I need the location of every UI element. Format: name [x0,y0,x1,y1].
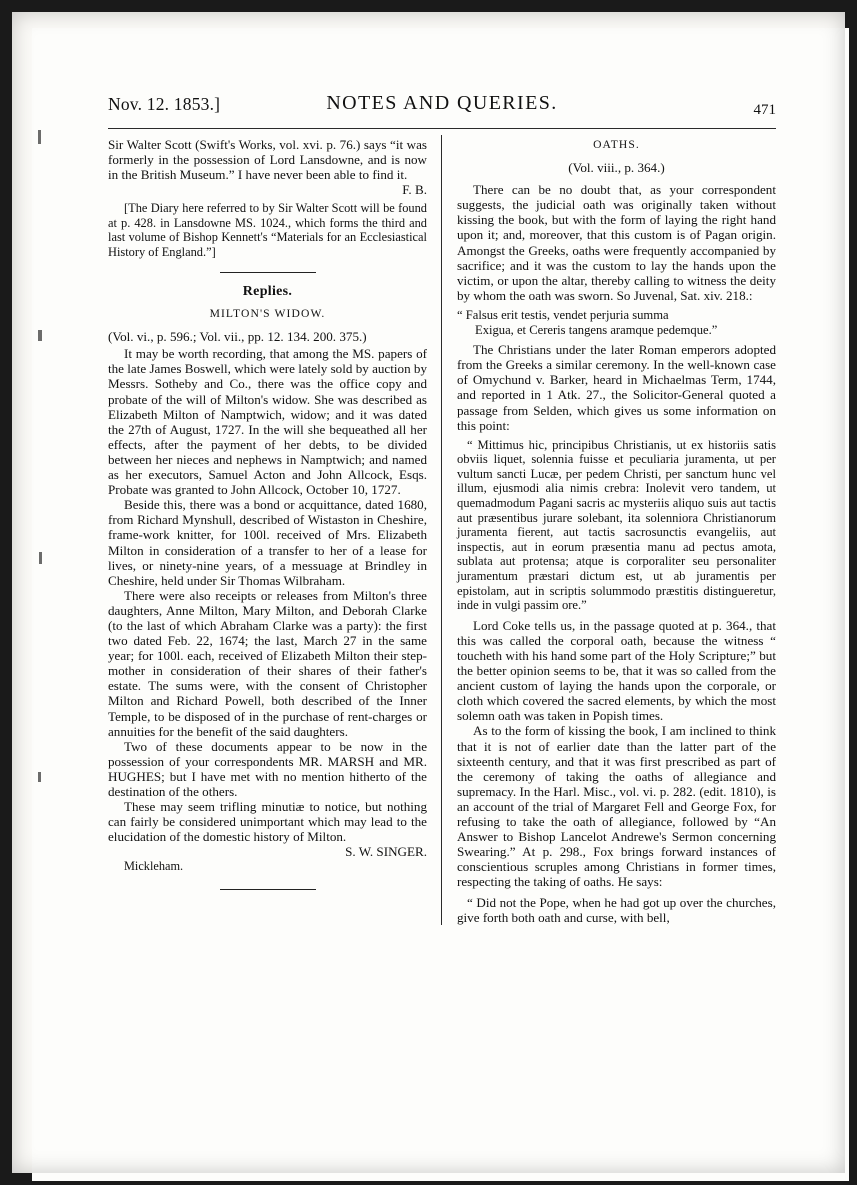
section-rule-bottom [220,889,316,890]
page-number: 471 [753,102,776,118]
right-column [457,137,776,925]
body-paragraph: It may be worth recording, that among the MS. papers of the late James Boswell, which were lately sold by auction by Messrs. Sotheby and Co., there was the office copy and probate of the will of Milton's widow. She was described as Elizabeth Milton of Namptwich, widow; and it was dated the 27th of August, 1727. In the will she bequeathed all her effects, after the payment of her debts, to be divided between her nieces and nephews in Namptwich; and named as her executors, Samuel Acton and John Allcock, Esqs. Probate was granted to John Allcock, October 10, 1727. [108,346,427,498]
left-column [108,137,431,925]
edge-tick-mark [38,130,41,144]
edge-tick-mark [39,552,42,564]
body-paragraph: There were also receipts or releases from Milton's three daughters, Anne Milton, Mary Milton, and Deborah Clarke (to the last of which Abraham Clarke was a party): the first two dated Feb. 22, 1674; the last, March 27 in the same year; for 100l. each, received of Elizabeth Milton their step-mother in consideration of their shares of their father's estate. The sums were, with the consent of Christopher Milton and Richard Powell, both described of the Inner Temple, to be disposed of in the purchase of rent-charges or annuities for the benefit of the said daughters. [108,587,427,739]
body-paragraph: The Christians under the later Roman emperors adopted from the Greeks a similar ceremony. In the well-known case of Omychund v. Barker, heard in Michaelmas Term, 1744, and reported in 1 Atk. 27., the Solicitor-General quoted a passage from Selden, which gives us some information on this point: [457,342,776,433]
article-title-miltons-widow: MILTON'S WIDOW. [209,307,326,321]
column-divider [441,135,442,925]
body-paragraph: As to the form of kissing the book, I am inclined to think that it is not of earlier date than the latter part of the sixteenth century, and that it was first prescribed as part of the ceremony of taking the oaths of allegiance and supremacy. In the Harl. Misc., vol. vi. p. 282. (edit. 1810), is an account of the trial of Margaret Fell and George Fox, for refusing to take the oath of allegiance, followed by “An Answer to Bishop Lancelot Andrewe's Sermon concerning Swearing.” At p. 298., Fox brings forward instances of conscientious scruples among Christians in former times, respecting the taking of oaths. He says: [457,723,776,890]
publication-title: NOTES AND QUERIES. [326,92,558,114]
replies-heading: Replies. [242,284,293,299]
note-signature: F. B. [402,182,427,198]
body-paragraph: Lord Coke tells us, in the passage quoted at p. 364., that this was called the corporal oath, because the witness “ toucheth with his hand some part of the Holy Scripture;” but the better opinion seems to be, that it was so called from the ancient custom of laying the hands upon the corporale, or cloth which covered the sacred elements, by which the most solemn oath was taken in Popish times. [457,617,776,724]
verse-line-2: Exigua, et Cereris tangens aramque pedemque.” [475,322,718,337]
article-reference: (Vol. viii., p. 364.) [568,160,665,176]
edge-tick-mark [38,772,41,782]
verse-line-1: “ Falsus erit testis, vendet perjuria summa [457,307,669,322]
section-rule [220,272,316,273]
header-rule [108,128,776,129]
two-column-body [108,137,776,925]
page-content [108,90,776,925]
latin-block-quote: “ Mittimus hic, principibus Christianis, ut ex historiis satis obviis liquet, solennia fuisse et peculiaria juramenta, ut per vultum sancti Lucæ, per pedem Christi, per sanctum hunc vel illum, ejusmodi alia nimis crebra: Inolevit vero tandem, ut quemadmodum Pagani sacris ac mysteriis aliquo suis aut tactis aut præsentibus jurare solebant, ita solenniora Christianorum juramenta fierent, aut tactis sacrosunctis evangeliis, aut inspectis, aut in eorum præsentia manu ad pectus amota, sublata aut protensa; atque is corporaliter seu personaliter juramentum præstari dictum est, ut ab juramentis per epistolam, aut in scriptis solummodo præstitis distingueretur, inde in vulgi passim ore.” [457,437,776,613]
running-head [108,90,776,124]
edge-tick-mark [38,330,42,341]
body-paragraph: Beside this, there was a bond or acquittance, dated 1680, from Richard Mynshull, described of Wistaston in Cheshire, frame-work knitter, for 100l. received of Mrs. Elizabeth Milton in consideration of a transfer to her of a lease for lives, or ninety-nine years, of a messuage at Brindley in Cheshire, held under Sir Thomas Wilbraham. [108,497,427,588]
article-signature: S. W. SINGER. [345,844,427,860]
body-paragraph: These may seem trifling minutiæ to notice, but nothing can fairly be considered unimportant which may lead to the elucidation of the domestic history of Milton. [108,799,427,845]
body-paragraph: There can be no doubt that, as your correspondent suggests, the judicial oath was originally taken without kissing the book, but with the form of laying the right hand upon it; and, moreover, that this custom is of Pagan origin. Amongst the Greeks, oaths were frequently accompanied by sacrifice; and it was the custom to lay the hands upon the victim, or upon the altar, thereby calling to witness the deity by whom the oath was sworn. So Juvenal, Sat. xiv. 218.: [457,182,776,303]
article-title-oaths: OATHS. [593,138,640,151]
article-reference: (Vol. vi., p. 596.; Vol. vii., pp. 12. 134. 200. 375.) [108,329,367,345]
article-place: Mickleham. [124,859,184,874]
continued-note: Sir Walter Scott (Swift's Works, vol. xvi. p. 76.) says “it was formerly in the possession of Lord Lansdowne, and is now in the British Museum.” I have never been able to find it. [108,137,427,183]
latin-verse-quote [457,308,776,337]
body-paragraph: Two of these documents appear to be now in the possession of your correspondents MR. MARSH and MR. HUGHES; but I have met with no mention hitherto of the destination of the others. [108,738,427,799]
issue-date: Nov. 12. 1853.] [108,94,221,114]
closing-quote: “ Did not the Pope, when he had got up over the churches, give forth both oath and curse, with bell, [457,894,776,925]
editorial-bracket-note: [The Diary here referred to by Sir Walter Scott will be found at p. 428. in Lansdowne MS. 1024., which forms the third and last volume of Bishop Kennett's “Materials for an Ecclesiastical History of England.”] [108,201,427,259]
